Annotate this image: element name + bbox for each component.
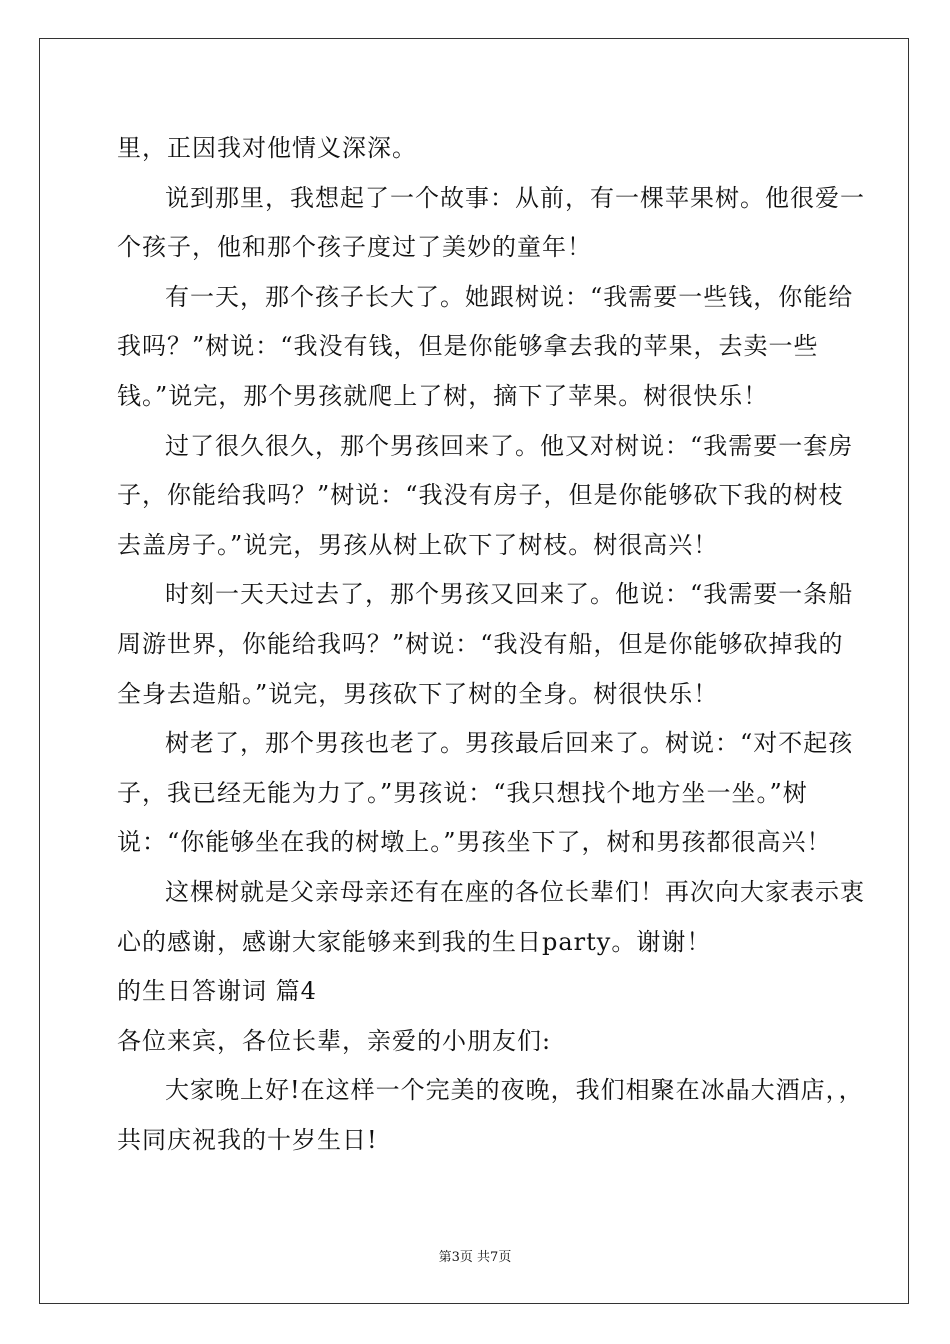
document-body (117, 124, 865, 1165)
text-line: 过了很久很久，那个男孩回来了。他又对树说：“我需要一套房 (165, 431, 854, 460)
text-line: 时刻一天天过去了，那个男孩又回来了。他说：“我需要一条船 (165, 580, 854, 609)
text-line: 子，我已经无能为力了。”男孩说：“我只想找个地方坐一坐。”树 (117, 778, 808, 807)
text-line: 说到那里，我想起了一个故事：从前，有一棵苹果树。他很爱一 (165, 183, 865, 212)
text-line: 子，你能给我吗？”树说：“我没有房子，但是你能够砍下我的树枝 (117, 481, 844, 510)
text-line: 去盖房子。”说完，男孩从树上砍下了树枝。树很高兴！ (117, 530, 719, 559)
text-line: 共同庆祝我的十岁生日! (117, 1125, 378, 1154)
text-line: 心的感谢，感谢大家能够来到我的生日party。谢谢！ (117, 927, 712, 956)
section-heading: 的生日答谢词 篇4 (117, 977, 317, 1006)
text-line: 全身去造船。”说完，男孩砍下了树的全身。树很快乐！ (117, 679, 719, 708)
text-line: 周游世界，你能给我吗？”树说：“我没有船，但是你能够砍掉我的 (117, 629, 844, 658)
text-line: 各位来宾，各位长辈，亲爱的小朋友们: (117, 1026, 552, 1055)
text-line: 钱。”说完，那个男孩就爬上了树，摘下了苹果。树很快乐！ (117, 381, 769, 410)
text-line: 里，正因我对他情义深深。 (117, 134, 417, 162)
text-line: 这棵树就是父亲母亲还有在座的各位长辈们！再次向大家表示衷 (165, 877, 865, 906)
page-number: 第3页 共7页 (438, 1250, 512, 1265)
text-line: 有一天，那个孩子长大了。她跟树说：“我需要一些钱，你能给 (165, 282, 854, 311)
text-line: 我吗？”树说：“我没有钱，但是你能够拿去我的苹果，去卖一些 (117, 332, 819, 361)
text-line: 个孩子，他和那个孩子度过了美妙的童年！ (117, 233, 592, 262)
text-line: 树老了，那个男孩也老了。男孩最后回来了。树说：“对不起孩 (165, 729, 854, 758)
text-line: 大家晚上好!在这样一个完美的夜晚，我们相聚在冰晶大酒店，， (165, 1076, 864, 1105)
text-line: 说：“你能够坐在我的树墩上。”男孩坐下了，树和男孩都很高兴！ (117, 828, 832, 857)
